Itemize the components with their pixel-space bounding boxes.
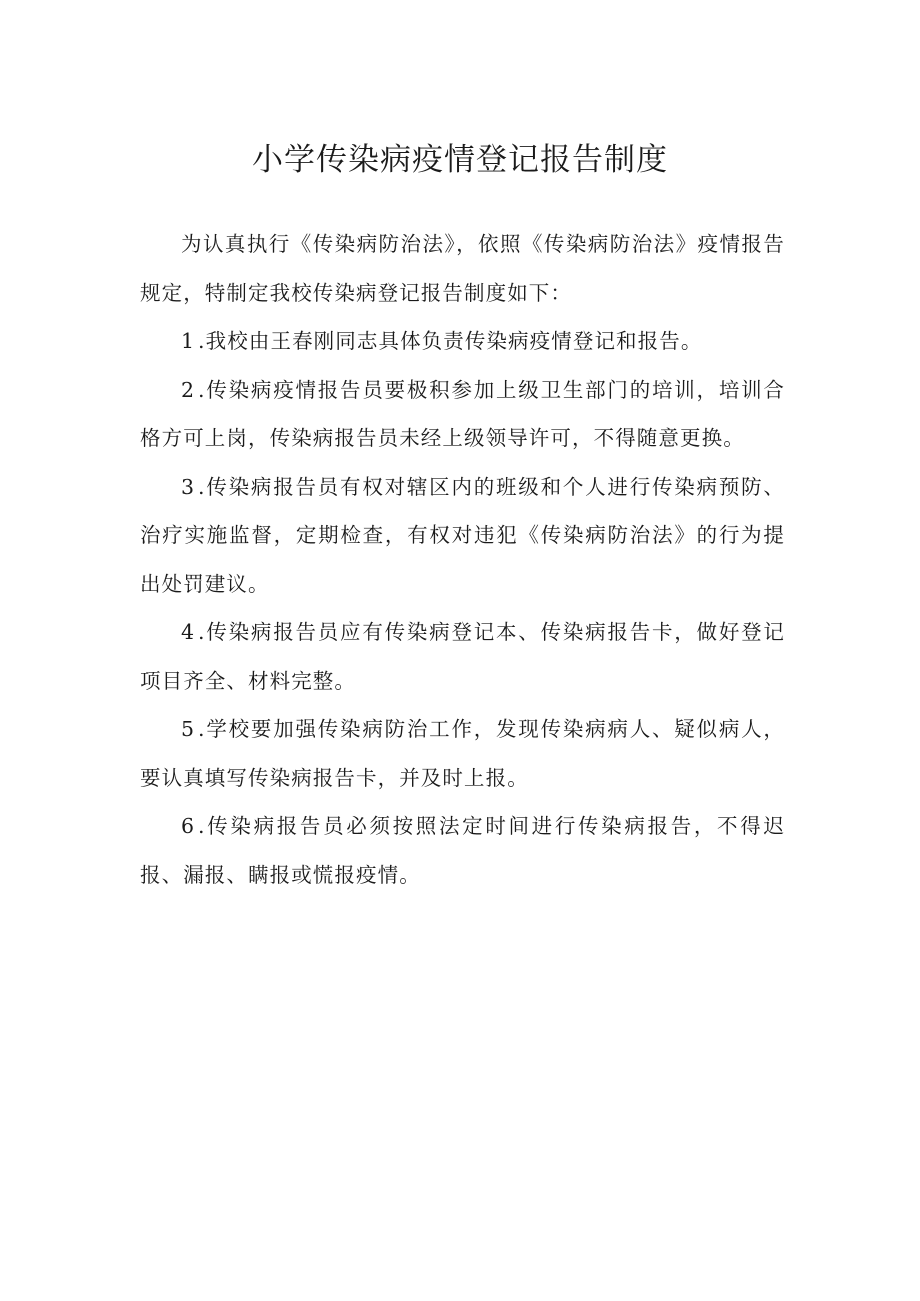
intro-paragraph: 为认真执行《传染病防治法》，依照《传染病防治法》疫情报告规定，特制定我校传染病登记报告制度如下： xyxy=(140,232,785,305)
list-item xyxy=(140,317,785,366)
list-item xyxy=(140,705,785,802)
item-number: 3 xyxy=(181,474,199,499)
item-number: 5 xyxy=(181,717,199,741)
list-item xyxy=(140,463,785,609)
item-number: 6 xyxy=(181,814,199,838)
item-text: .传染病疫情报告员要极积参加上级卫生部门的培训，培训合格方可上岗，传染病报告员未经上级领导许可，不得随意更换。 xyxy=(140,377,785,450)
list-item xyxy=(140,802,785,899)
document-body xyxy=(140,220,785,899)
item-number: 4 xyxy=(181,620,199,644)
document-title: 小学传染病疫情登记报告制度 xyxy=(252,142,668,178)
list-item xyxy=(140,366,785,463)
list-item xyxy=(140,608,785,705)
item-text: .传染病报告员必须按照法定时间进行传染病报告，不得迟报、漏报、瞒报或慌报疫情。 xyxy=(140,814,785,887)
item-number: 2 xyxy=(181,377,199,402)
item-number: 1 xyxy=(181,329,199,353)
item-text: .我校由王春刚同志具体负责传染病疫情登记和报告。 xyxy=(198,329,703,353)
item-text: .学校要加强传染病防治工作，发现传染病病人、疑似病人，要认真填写传染病报告卡，并及时上报。 xyxy=(140,717,785,790)
item-text: .传染病报告员应有传染病登记本、传染病报告卡，做好登记项目齐全、材料完整。 xyxy=(140,620,785,693)
item-text: .传染病报告员有权对辖区内的班级和个人进行传染病预防、治疗实施监督，定期检查，有权对违犯《传染病防治法》的行为提出处罚建议。 xyxy=(140,474,785,596)
